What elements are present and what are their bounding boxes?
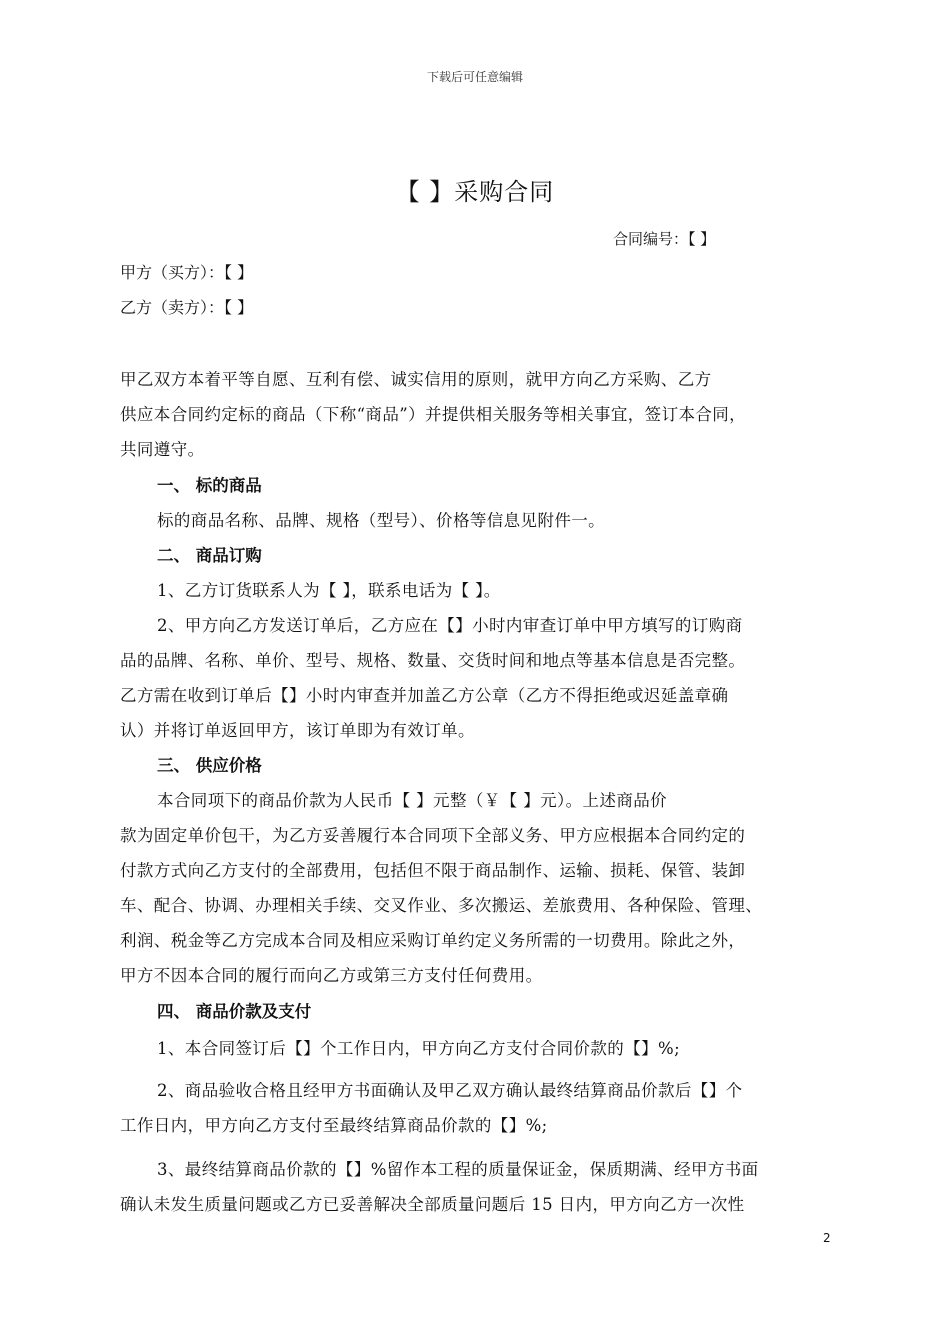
section-3-line: 本合同项下的商品价款为人民币【 】元整（￥【 】元）。上述商品价 <box>157 791 668 810</box>
section-2-line: 认）并将订单返回甲方，该订单即为有效订单。 <box>120 721 475 740</box>
section-4-line: 2、商品验收合格且经甲方书面确认及甲乙双方确认最终结算商品价款后【】个 <box>157 1081 743 1100</box>
section-4-line: 3、最终结算商品价款的【】%留作本工程的质量保证金，保质期满、经甲方书面 <box>157 1160 759 1179</box>
section-1-line: 标的商品名称、品牌、规格（型号）、价格等信息见附件一。 <box>157 511 606 530</box>
preamble-line: 甲乙双方本着平等自愿、互利有偿、诚实信用的原则，就甲方向乙方采购、乙方 <box>120 370 712 389</box>
section-4-line: 1、本合同签订后【】个工作日内，甲方向乙方支付合同价款的【】%; <box>157 1039 681 1058</box>
section-heading-2: 二、 商品订购 <box>157 546 262 565</box>
section-3-line: 款为固定单价包干，为乙方妥善履行本合同项下全部义务、甲方应根据本合同约定的 <box>120 826 746 845</box>
section-3-line: 利润、税金等乙方完成本合同及相应采购订单约定义务所需的一切费用。除此之外， <box>120 931 746 950</box>
seller-party: 乙方（卖方）：【 】 <box>120 298 254 317</box>
section-2-line: 2、甲方向乙方发送订单后，乙方应在【】小时内审查订单中甲方填写的订购商 <box>157 616 743 635</box>
section-3-line: 甲方不因本合同的履行而向乙方或第三方支付任何费用。 <box>120 966 543 985</box>
section-2-line: 乙方需在收到订单后【】小时内审查并加盖乙方公章（乙方不得拒绝或迟延盖章确 <box>120 686 729 705</box>
section-4-line: 确认未发生质量问题或乙方已妥善解决全部质量问题后 15 日内，甲方向乙方一次性 <box>120 1195 745 1214</box>
document-title: 【 】采购合同 <box>395 178 555 206</box>
section-4-line: 工作日内，甲方向乙方支付至最终结算商品价款的【】%; <box>120 1116 548 1135</box>
section-heading-1: 一、 标的商品 <box>157 476 262 495</box>
section-heading-4: 四、 商品价款及支付 <box>157 1002 312 1021</box>
buyer-party: 甲方（买方）：【 】 <box>120 263 254 282</box>
preamble-line: 共同遵守。 <box>120 440 205 459</box>
section-2-line: 1、乙方订货联系人为【 】，联系电话为【 】。 <box>157 581 501 600</box>
section-heading-3: 三、 供应价格 <box>157 756 262 775</box>
section-3-line: 付款方式向乙方支付的全部费用，包括但不限于商品制作、运输、损耗、保管、装卸 <box>120 861 746 880</box>
section-2-line: 品的品牌、名称、单价、型号、规格、数量、交货时间和地点等基本信息是否完整。 <box>120 651 746 670</box>
contract-number: 合同编号：【 】 <box>613 230 716 248</box>
page-number: 2 <box>823 1231 831 1245</box>
page-header-note: 下载后可任意编辑 <box>426 70 523 84</box>
preamble-line: 供应本合同约定标的商品（下称“商品”）并提供相关服务等相关事宜，签订本合同， <box>120 405 747 424</box>
section-3-line: 车、配合、协调、办理相关手续、交叉作业、多次搬运、差旅费用、各种保险、管理、 <box>120 896 763 915</box>
